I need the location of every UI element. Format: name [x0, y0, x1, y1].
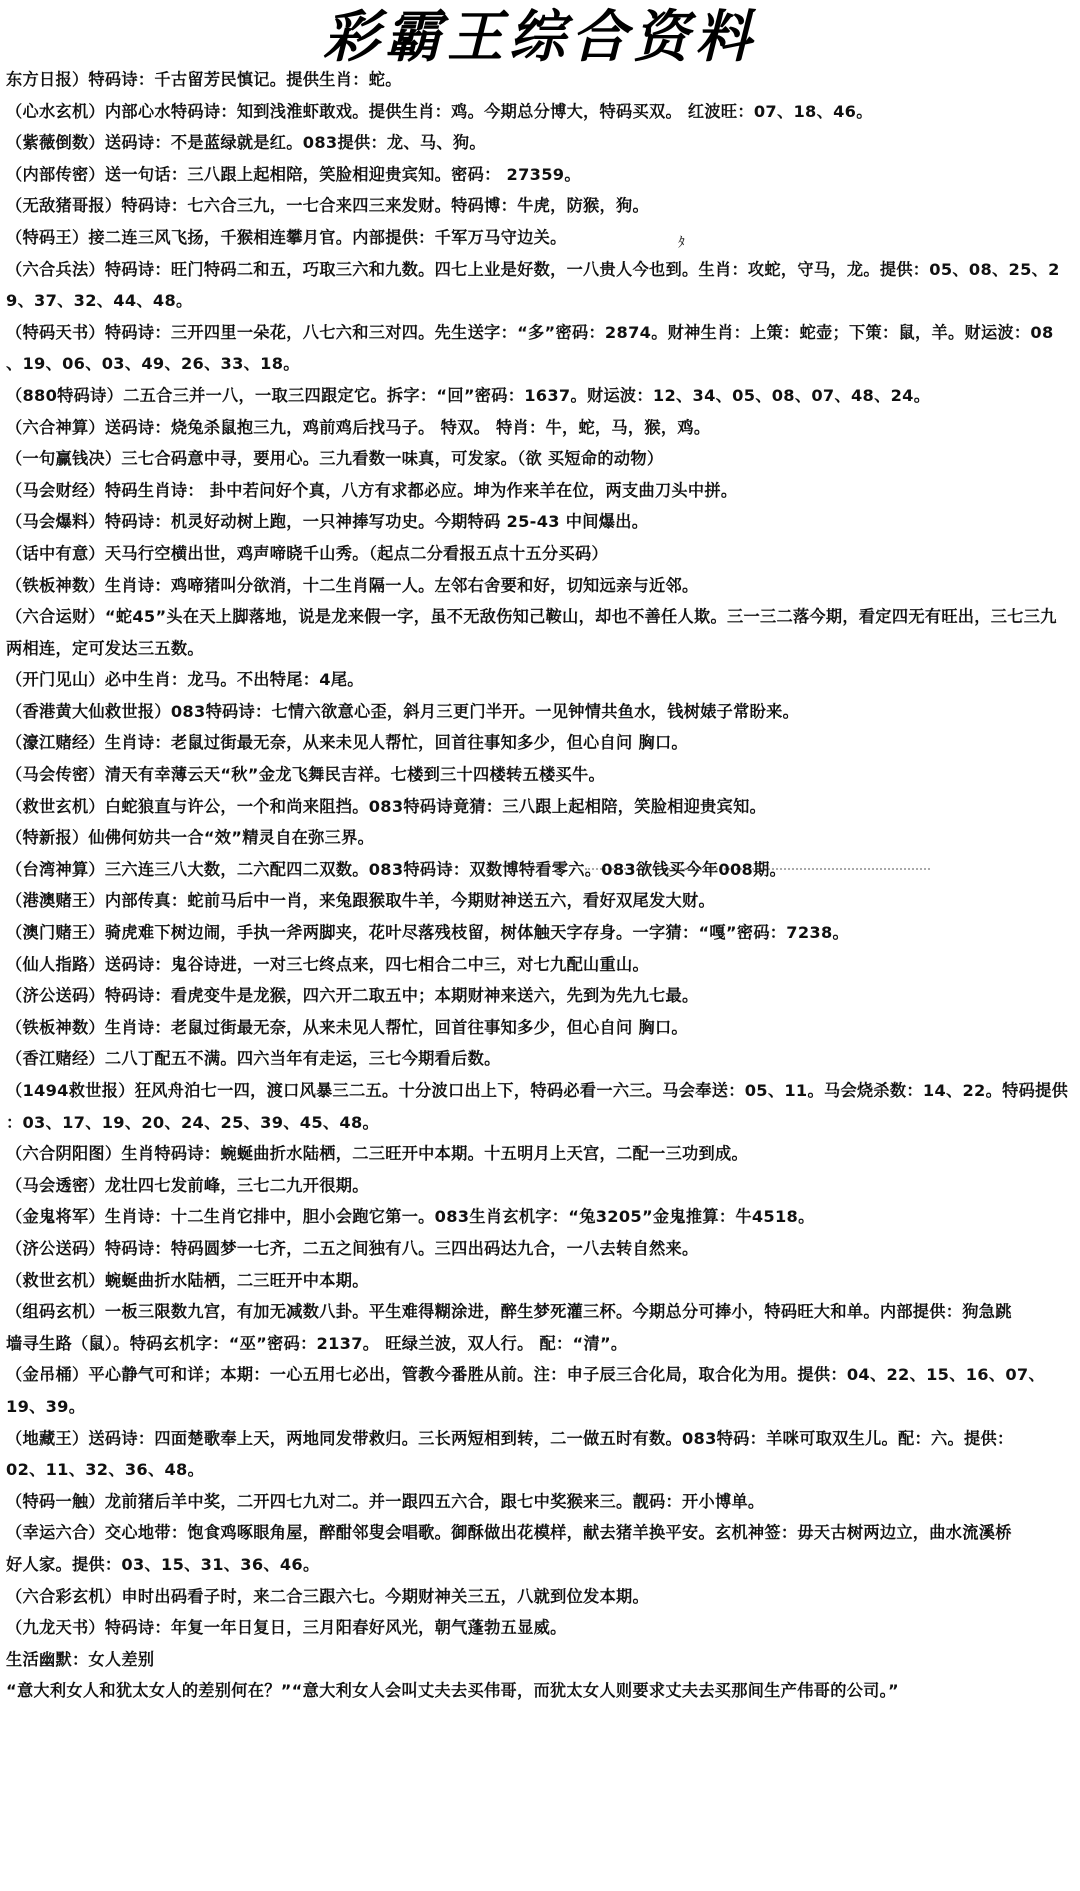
text-line: （六合阴阳图）生肖特码诗：蜿蜒曲折水陆栖，二三旺开中本期。十五明月上天宫，二配一三功到成。: [6, 1144, 748, 1164]
text-line: 好人家。提供：03、15、31、36、46。: [6, 1554, 320, 1574]
text-line: （马会透密）龙壮四七发前峰，三七二九开很期。: [6, 1175, 369, 1195]
text-line: （香港黄大仙救世报）083特码诗：七情六欲意心歪，斜月三更门半开。一见钟情共鱼水，钱树婊子常盼来。: [6, 701, 800, 721]
text-line: （开门见山）必中生肖：龙马。不出特尾：4尾。: [6, 670, 364, 690]
text-line: （铁板神数）生肖诗：鸡啼猪叫分欲消，十二生肖隔一人。左邻右舍要和好，切知远亲与近邻。: [6, 575, 699, 595]
text-line: （台湾神算）三六连三八大数，二六配四二双数。083特码诗：双数博特看零六。083欲钱买今年008期。: [6, 859, 787, 879]
text-line: 墙寻生路（鼠）。特码玄机字：“巫”密码：2137。 旺绿兰波，双人行。 配：“清”。: [6, 1333, 628, 1353]
text-line: 东方日报）特码诗：千古留芳民慎记。提供生肖：蛇。: [6, 70, 402, 89]
text-line: （无敌猪哥报）特码诗：七六合三九，一七合来四三来发财。特码博：牛虎，防猴，狗。: [6, 196, 650, 216]
text-line: （六合兵法）特码诗：旺门特码二和五，巧取三六和九数。四七上业是好数，一八贵人今也到。生肖：攻蛇，守马，龙。提供：05、08、25、2: [6, 259, 1060, 279]
text-line: （六合神算）送码诗：烧兔杀鼠抱三九，鸡前鸡后找马子。 特双。 特肖：牛，蛇，马，猴，鸡。: [6, 417, 711, 437]
text-line: （话中有意）天马行空横出世，鸡声啼晓千山秀。（起点二分看报五点十五分买码）: [6, 543, 608, 563]
text-line: （内部传密）送一句话：三八跟上起相陪，笑脸相迎贵宾知。密码： 27359。: [6, 164, 581, 184]
text-line: （救世玄机）白蛇狼直与许公，一个和尚来阻挡。083特码诗竟猜：三八跟上起相陪，笑脸相迎贵宾知。: [6, 796, 767, 816]
text-line: ：03、17、19、20、24、25、39、45、48。: [6, 1112, 380, 1132]
page-title: 彩霸王综合资料: [323, 4, 757, 70]
text-line: （1494救世报）狂风舟泊七一四，渡口风暴三二五。十分波口出上下，特码必看一六三。马会奉送：05、11。马会烧杀数：14、22。特码提供: [6, 1081, 1069, 1100]
text-line: （心水玄机）内部心水特码诗：知到浅淮虾敢戏。提供生肖：鸡。今期总分博大，特码买双。 红波旺：07、18、46。: [6, 101, 873, 121]
text-line: （特码王）接二连三风飞扬，千猴相连攀月官。内部提供：千军万马守边关。: [6, 227, 567, 247]
text-line: （紫薇倒数）送码诗：不是蓝绿就是红。083提供：龙、马、狗。: [6, 133, 486, 153]
text-line: （九龙天书）特码诗：年复一年日复日，三月阳春好风光，朝气蓬勃五显威。: [6, 1618, 567, 1638]
text-line: 19、39。: [6, 1396, 86, 1416]
text-line: （金吊桶）平心静气可和详；本期：一心五用七必出，管教今番胜从前。注：申子辰三合化局，取合化为用。提供：04、22、15、16、07、: [6, 1365, 1045, 1385]
text-line: （幸运六合）交心地带：饱食鸡啄眼角屋，醉酣邻叟会唱歌。御酥做出花模样，献去猪羊换平安。玄机神签：毋天古树两边立，曲水流溪桥: [6, 1523, 1012, 1543]
text-line: 02、11、32、36、48。: [6, 1460, 205, 1480]
text-line: （濠江赌经）生肖诗：老鼠过街最无奈，从来未见人帮忙，回首往事知多少，但心自问 胸口。: [6, 733, 688, 753]
stray-mark: ﾀ: [678, 235, 685, 251]
text-line: （特新报）仙佛何妨共一合“效”精灵自在弥三界。: [6, 828, 375, 848]
text-line: （铁板神数）生肖诗：老鼠过街最无奈，从来未见人帮忙，回首往事知多少，但心自问 胸口。: [6, 1017, 688, 1037]
text-line: （特码天书）特码诗：三开四里一朵花，八七六和三对四。先生送字：“多”密码：2874。财神生肖：上策：蛇壶；下策：鼠，羊。财运波：08: [6, 322, 1054, 342]
text-line: （马会传密）清天有幸薄云天“秋”金龙飞舞民吉祥。七楼到三十四楼转五楼买牛。: [6, 765, 605, 785]
text-line: （组码玄机）一板三限数九宫，有加无减数八卦。平生难得糊涂进，醉生梦死灌三杯。今期总分可捧小，特码旺大和单。内部提供：狗急跳: [6, 1302, 1012, 1322]
text-line: “意大利女人和犹太女人的差别何在？”“意大利女人会叫丈夫去买伟哥，而犹太女人则要求丈夫去买那间生产伟哥的公司。”: [6, 1681, 900, 1701]
text-body: [6, 64, 1072, 1707]
text-line: （仙人指路）送码诗：鬼谷诗进，一对三七终点来，四七相合二中三，对七九配山重山。: [6, 954, 650, 974]
text-line: （金鬼将军）生肖诗：十二生肖它排中，胆小会跑它第一。083生肖玄机字：“兔3205”金鬼推算：牛4518。: [6, 1207, 815, 1227]
text-line: （六合运财）“蛇45”头在天上脚落地，说是龙来假一字，虽不无敌伤知己鞍山，却也不善任人欺。三一三二落今期，看定四无有旺出，三七三九: [6, 607, 1057, 627]
text-line: （港澳赌王）内部传真：蛇前马后中一肖，来兔跟猴取牛羊，今期财神送五六，看好双尾发大财。: [6, 891, 715, 911]
text-line: 9、37、32、44、48。: [6, 291, 193, 311]
text-line: 、19、06、03、49、26、33、18。: [6, 354, 300, 374]
text-line: 两相连，定可发达三五数。: [6, 638, 204, 658]
text-line: 生活幽默：女人差别: [6, 1649, 155, 1669]
text-line: （地藏王）送码诗：四面楚歌奉上天，两地同发带救归。三长两短相到转，二一做五时有数。083特码：羊咪可取双生儿。配：六。提供：: [6, 1428, 1014, 1448]
text-line: （一句赢钱决）三七合码意中寻，要用心。三九看数一味真，可发家。（欲 买短命的动物）: [6, 449, 664, 469]
text-line: （特码一触）龙前猪后羊中奖，二开四七九对二。并一跟四五六合，跟七中奖猴来三。靓码：开小博单。: [6, 1491, 765, 1511]
text-line: （济公送码）特码诗：特码圆梦一七齐，二五之间独有八。三四出码达九合，一八去转自然来。: [6, 1238, 699, 1258]
text-line: （澳门赌王）骑虎难下树边闹，手执一斧两脚夹，花叶尽落残枝留，树体触天字存身。一字猜：“嘎”密码：7238。: [6, 923, 850, 943]
text-line: （香江赌经）二八丁配五不满。四六当年有走运，三七今期看后数。: [6, 1049, 501, 1069]
text-line: （马会财经）特码生肖诗： 卦中若问好个真，八方有求都必应。坤为作来羊在位，两支曲刀头中拼。: [6, 480, 738, 500]
text-line: （救世玄机）蜿蜒曲折水陆栖，二三旺开中本期。: [6, 1270, 369, 1290]
text-line: （六合彩玄机）申时出码看子时，来二合三跟六七。今期财神关三五，八就到位发本期。: [6, 1586, 650, 1606]
text-line: （马会爆料）特码诗：机灵好动树上跑，一只神捧写功史。今期特码 25-43 中间爆出。: [6, 512, 649, 532]
text-line: （济公送码）特码诗：看虎变牛是龙猴，四六开二取五中；本期财神来送六，先到为先九七最。: [6, 986, 699, 1006]
text-line: （880特码诗）二五合三并一八，一取三四跟定它。拆字：“回”密码：1637。财运波：12、34、05、08、07、48、24。: [6, 385, 931, 405]
